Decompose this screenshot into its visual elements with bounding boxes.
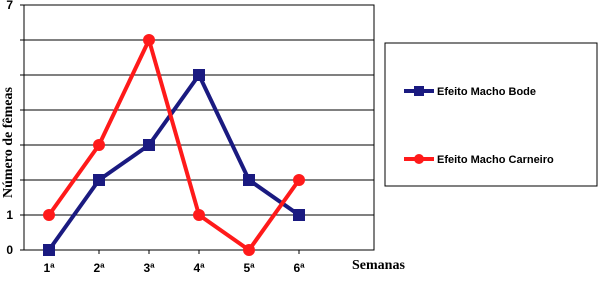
x-tick-label: 5ª [243, 261, 255, 275]
y-axis-title: Número de fêmeas [1, 87, 16, 198]
data-point [93, 139, 105, 151]
legend-label: Efeito Macho Carneiro [437, 154, 554, 166]
data-point [293, 209, 305, 221]
data-point [193, 209, 205, 221]
data-point [193, 69, 205, 81]
data-point [43, 209, 55, 221]
x-axis-ticks [43, 250, 305, 275]
grid-lines [24, 5, 374, 215]
x-tick-label: 4ª [193, 261, 205, 275]
x-axis-title: Semanas [352, 258, 405, 273]
y-tick-label: 1 [6, 208, 13, 222]
data-point [43, 244, 55, 256]
x-tick-label: 1ª [43, 261, 55, 275]
legend-swatch-marker [414, 154, 424, 164]
legend-swatch-marker [414, 86, 424, 96]
data-point [243, 244, 255, 256]
x-tick-label: 6ª [293, 261, 305, 275]
x-tick-label: 3ª [143, 261, 155, 275]
legend-label: Efeito Macho Bode [437, 86, 537, 98]
data-point [243, 174, 255, 186]
y-tick-label: 7 [6, 0, 13, 12]
y-tick-label: 0 [6, 243, 13, 257]
data-point [293, 174, 305, 186]
data-point [93, 174, 105, 186]
data-point [143, 34, 155, 46]
data-point [143, 139, 155, 151]
x-tick-label: 2ª [93, 261, 105, 275]
